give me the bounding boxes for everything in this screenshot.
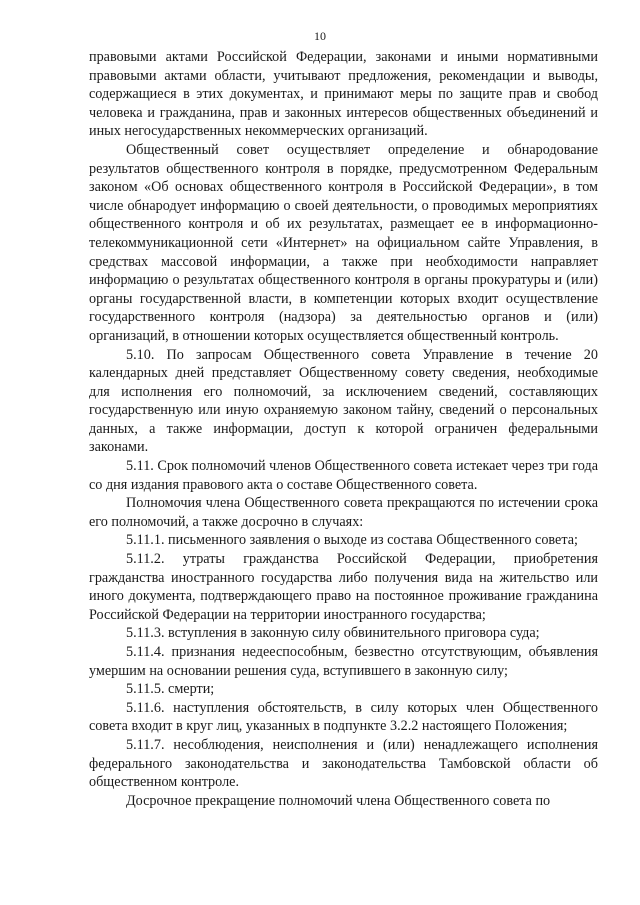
document-body (89, 48, 598, 810)
paragraph-5-11-5: 5.11.5. смерти; (126, 681, 215, 698)
paragraph-5-11-3: 5.11.3. вступления в законную силу обвинительного приговора суда; (126, 625, 540, 642)
paragraph-5-11-4: 5.11.4. признания недееспособным, безвестно отсутствующим, объявления умершим на основании решения суда, вступившего в законную силу; (89, 644, 598, 679)
paragraph-continuation: правовыми актами Российской Федерации, законами и иными нормативными правовыми актами области, учитывают предложения, рекомендации и выводы, содержащиеся в этих документах, и принимают меры по защите прав и свобод человека и гражданина, прав и законных интересов общественных объединений и иных негосударственных некоммерческих организаций. (89, 49, 598, 140)
paragraph-5-11: 5.11. Срок полномочий членов Общественного совета истекает через три года со дня издания правового акта о составе Общественного совета. (89, 458, 598, 493)
paragraph-5-11-7: 5.11.7. несоблюдения, неисполнения и (или) ненадлежащего исполнения федерального законодательства и законодательства Тамбовской области об общественном контроле. (89, 736, 598, 791)
paragraph-5-11-1: 5.11.1. письменного заявления о выходе из состава Общественного совета; (126, 532, 578, 549)
paragraph-5-11-2: 5.11.2. утраты гражданства Российской Федерации, приобретения гражданства иностранного государства либо получения вида на жительство или иного документа, подтверждающего право на постоянное проживание гражданина Российской Федерации на территории иностранного государства; (89, 551, 598, 623)
page-number: 10 (314, 29, 326, 43)
paragraph-public-control-results: Общественный совет осуществляет определение и обнародование результатов общественного контроля в порядке, предусмотренном Федеральным законом «Об основах общественного контроля в Российской Федерации», в том числе обнародует информацию о своей деятельности, о проводимых мероприятиях общественного контроля и об их результатах, размещает ее в информационно-телекоммуникационной сети «Интернет» на официальном сайте Управления, в средствах массовой информации, а также при необходимости направляет информацию о результатах общественного контроля в органы прокуратуры и (или) органы государственной власти, в компетенции которых входит осуществление государственного контроля (надзора) за деятельностью органов и (или) организаций, в отношении которых осуществляется общественный контроль. (89, 141, 598, 344)
paragraph-early-termination-cases: Полномочия члена Общественного совета прекращаются по истечении срока его полномочий, а также досрочно в случаях: (89, 495, 598, 530)
paragraph-early-termination-start: Досрочное прекращение полномочий члена Общественного совета по (126, 792, 551, 809)
paragraph-5-10: 5.10. По запросам Общественного совета Управление в течение 20 календарных дней представляет Общественному совету сведения, необходимые для исполнения его полномочий, за исключением сведений, составляющих государственную или иную охраняемую законом тайну, сведений о персональных данных, а также информации, доступ к которой ограничен федеральными законами. (89, 346, 598, 456)
paragraph-5-11-6: 5.11.6. наступления обстоятельств, в силу которых член Общественного совета входит в круг лиц, указанных в подпункте 3.2.2 настоящего Положения; (89, 699, 598, 735)
